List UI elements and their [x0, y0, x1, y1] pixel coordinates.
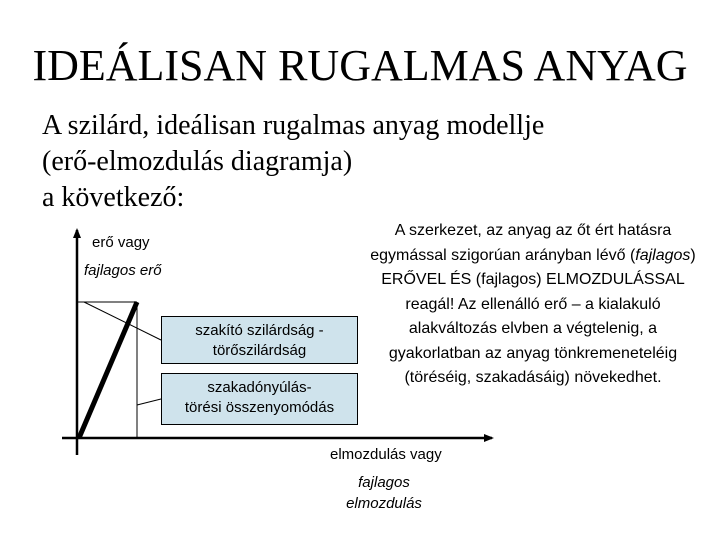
box2-line-1: szakadónyúlás-: [207, 379, 312, 396]
y-axis-label-italic: fajlagos erő: [84, 262, 162, 279]
intro-line-1: A szilárd, ideálisan rugalmas anyag modellje: [42, 110, 545, 141]
tensile-strength-box: [161, 316, 358, 364]
elongation-box: [161, 373, 358, 425]
x-axis-label: elmozdulás vagy: [330, 446, 442, 463]
elastic-line: [79, 302, 137, 438]
y-axis-label: erő vagy: [92, 234, 150, 251]
box2-line-2: törési összenyomódás: [184, 399, 335, 416]
description-text: [366, 219, 700, 391]
x-axis-label-italic: [344, 472, 424, 514]
x-axis-label-line-3: elmozdulás: [346, 495, 422, 512]
box1-line-2: törőszilárdság: [212, 342, 307, 359]
description-part-2: ) ERŐVEL ÉS (fajlagos) ELMOZDULÁSSAL reagál! Az ellenálló erő – a kialakuló alakváltozás elvben a végtelenig, a gyakorlatban az anyag tönkremeneteléig (töréséig, szakadásáig) növekedhet.: [381, 246, 696, 386]
intro-line-3: a következő:: [42, 182, 185, 213]
intro-line-2: (erő-elmozdulás diagramja): [42, 146, 353, 177]
page-title: IDEÁLISAN RUGALMAS ANYAG: [32, 41, 688, 90]
description-part-1: A szerkezet, az anyag az őt ért hatásra egymással szigorúan arányban lévő (: [370, 222, 672, 264]
box2-leader-line: [137, 399, 161, 405]
description-italic: fajlagos: [635, 246, 691, 264]
x-axis-label-line-2: fajlagos: [358, 474, 410, 491]
box1-line-1: szakító szilárdság -: [195, 322, 324, 339]
